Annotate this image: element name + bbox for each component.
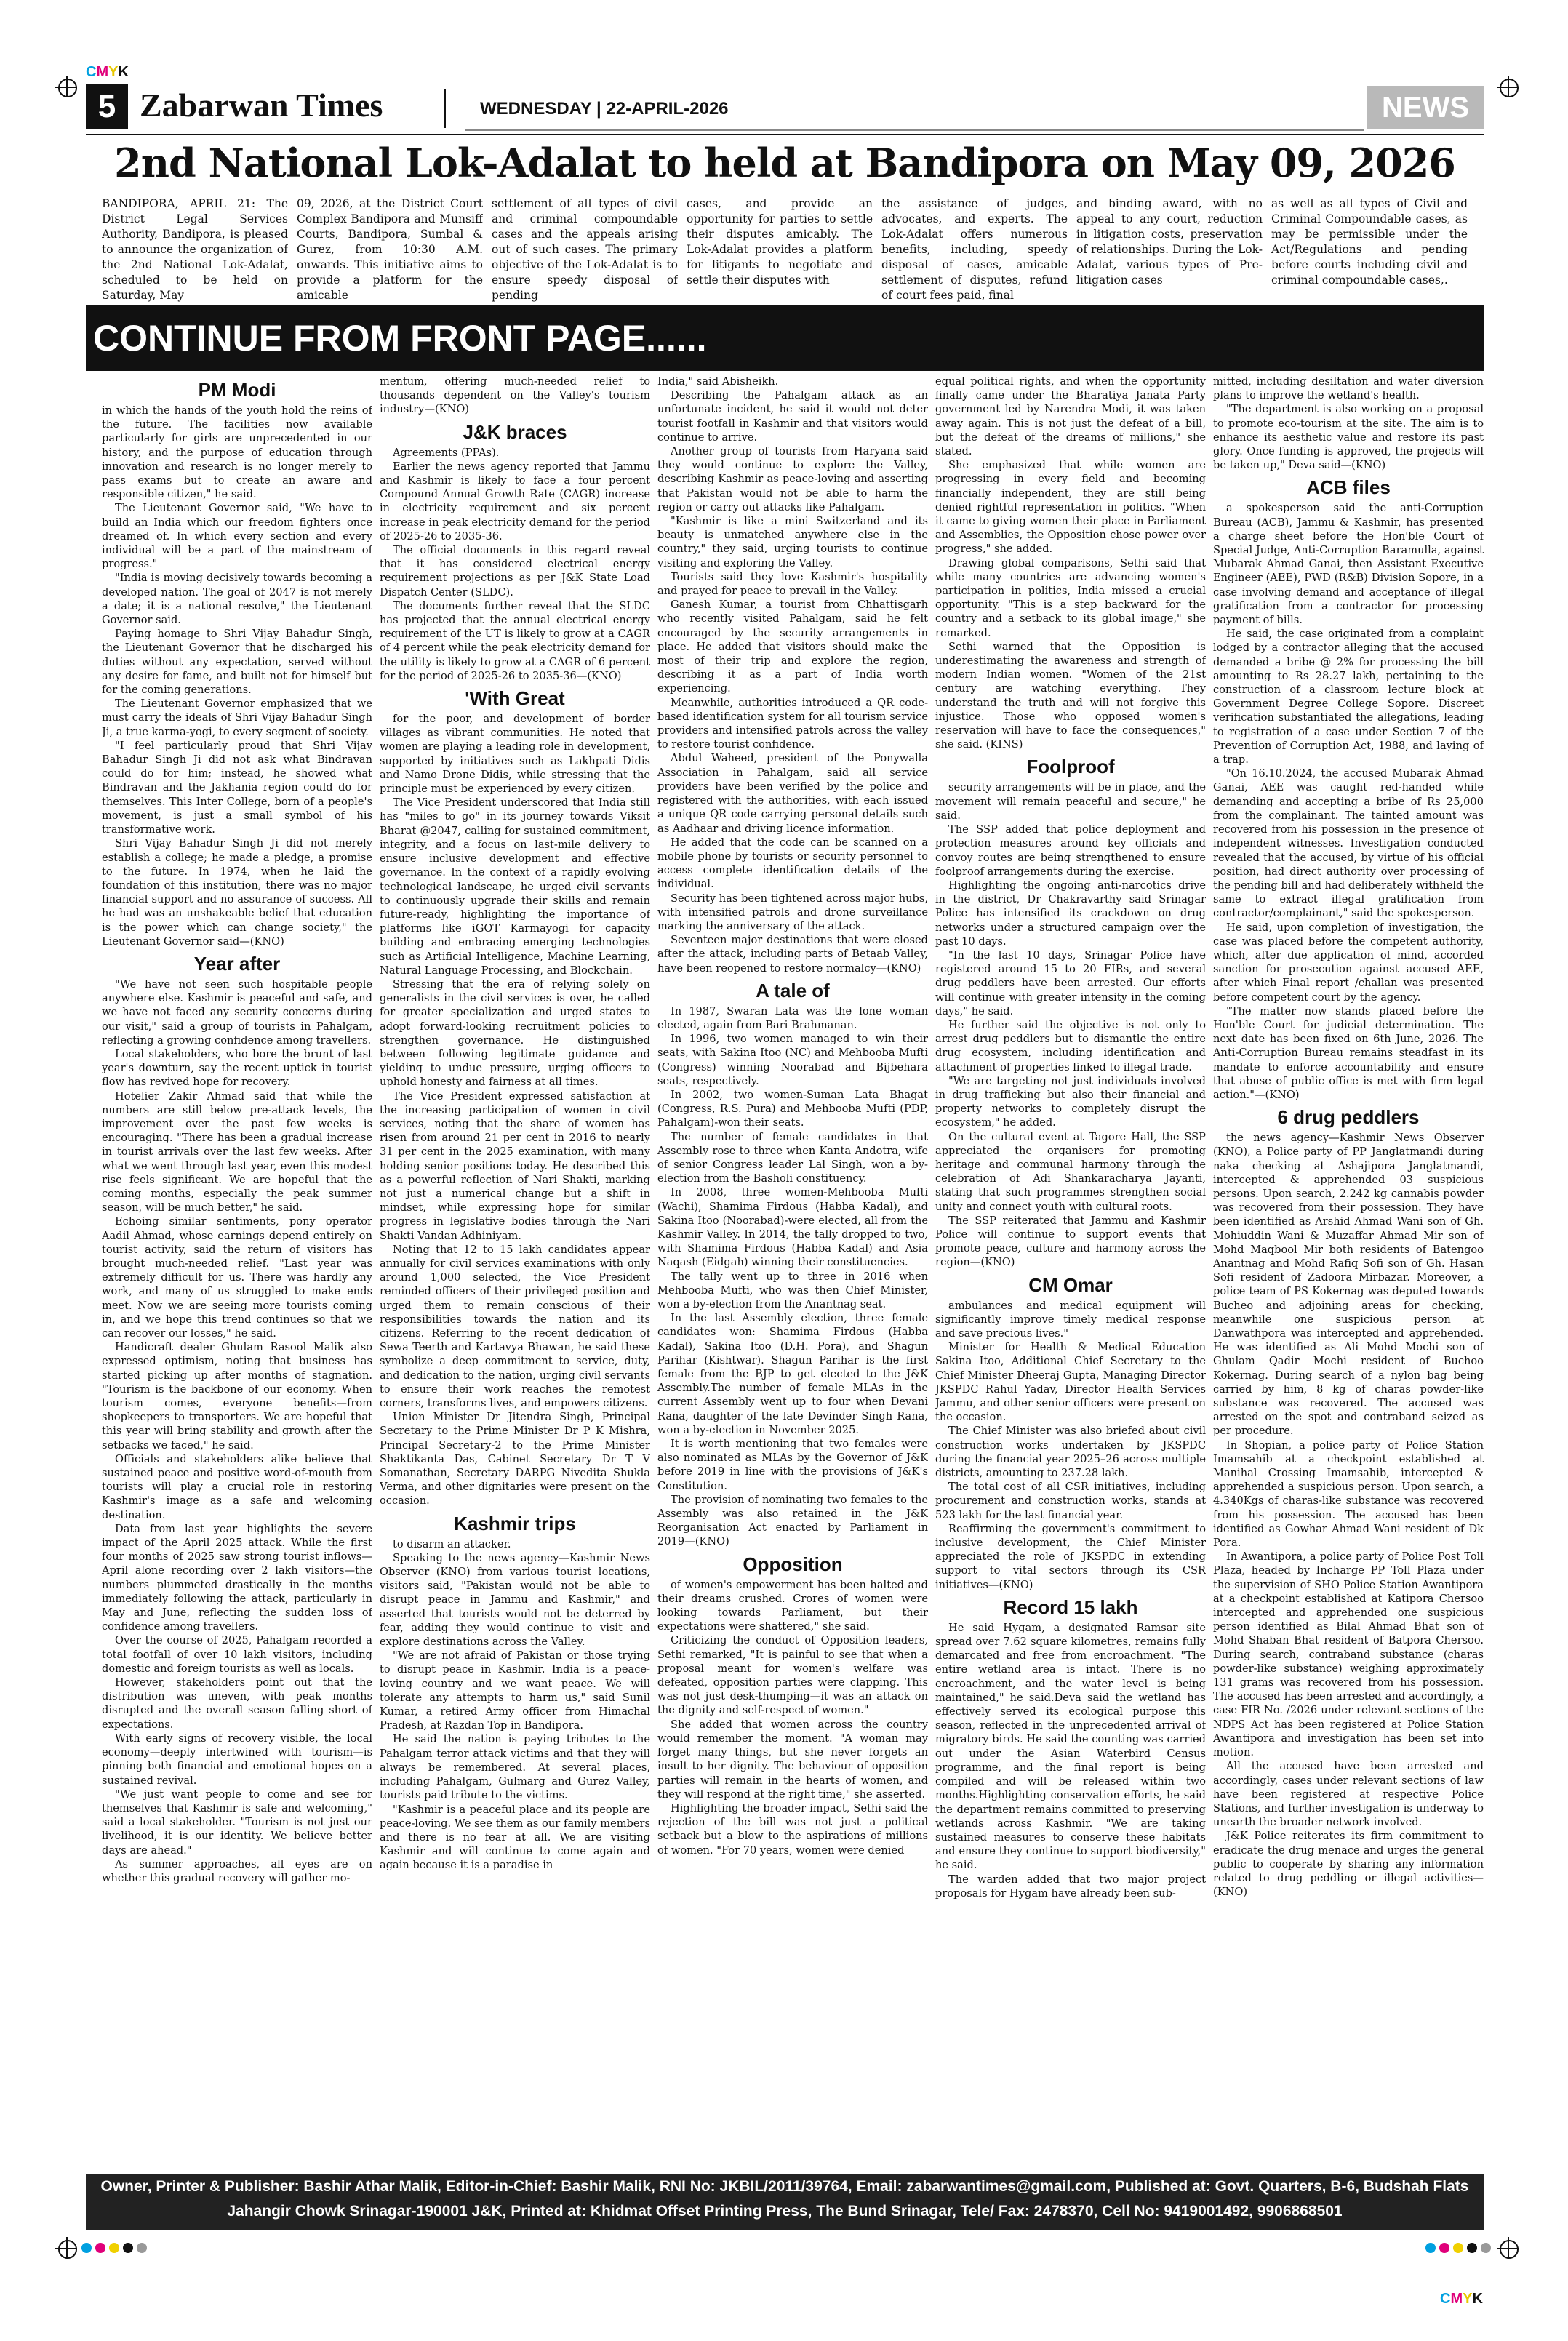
continue-banner: CONTINUE FROM FRONT PAGE...... [86, 305, 1484, 371]
lead-column: settlement of all types of civil and criminal compoundable cases and the appeals arising out of such cases. The primary objective of the Lok-Adalat is to ensure speedy disposal of pending [492, 197, 678, 302]
article-paragraph: All the accused have been arrested and accordingly, cases under relevant sections of law have been registered at respective Police Stations, and further investigation is underway to unearth the broader network involved. [1213, 1760, 1484, 1829]
color-bar-right [1425, 2243, 1491, 2253]
article-paragraph: Noting that 12 to 15 lakh candidates appear annually for civil services examinations with only around 1,000 selected, the Vice President reminded officers of their privileged position and urged them to remain conscious of their responsibilities towards the nation and its citizens. Referring to the recent dedication of Sewa Teerth and Kartavya Bhawan, he said these symbolize a deep commitment to service, duty, and dedication to the nation, urging civil servants to ensure their work reaches the remotest corners, transforms lives, and empowers citizens. [380, 1243, 650, 1410]
article-paragraph: "The matter now stands placed before the Hon'ble Court for judicial determination. The next date has been fixed on 6th June, 2026. The Anti-Corruption Bureau remains steadfast in its mandate to enforce accountability and ensure that abuse of public office is met with firm legal action."—(KNO) [1213, 1004, 1484, 1101]
lead-column: the assistance of judges, advocates, and experts. The Lok-Adalat offers numerous benefits, including, speedy disposal of cases, amicable settlement of disputes, refund of court fees paid, final [881, 197, 1068, 302]
color-dot [1425, 2243, 1436, 2253]
lead-column: BANDIPORA, APRIL 21: The District Legal Services Authority, Bandipora, is pleased to announce the organization of the 2nd National Lok-Adalat, scheduled to be held on Saturday, May [102, 197, 288, 302]
article-paragraph: The warden added that two major project proposals for Hygam have already been sub- [935, 1873, 1206, 1900]
body-column [1213, 375, 1484, 2134]
article-paragraph: Data from last year highlights the severe impact of the April 2025 attack. While the first four months of 2025 saw strong tourist inflows—April alone recording over 2 lakh visitors—the numbers plummeted drastically in the months immediately following the attack, particularly in May and June, reflecting the sudden loss of confidence among travellers. [102, 1522, 372, 1633]
article-paragraph: of women's empowerment has been halted and their dreams crushed. Crores of women were looking towards Parliament, but their expectations were shattered," she said. [657, 1578, 928, 1633]
color-dot [1467, 2243, 1477, 2253]
color-dot [81, 2243, 92, 2253]
article-heading: A tale of [756, 979, 830, 1001]
article-paragraph: Shri Vijay Bahadur Singh Ji did not merely establish a college; he made a pledge, a promise to the future. In 1974, when he laid the foundation of this institution, there was no major financial support and no assurance of success. All he had was an unshakeable belief that education is the power which can change society," the Lieutenant Governor said—(KNO) [102, 837, 372, 948]
article-heading: Record 15 lakh [1003, 1596, 1138, 1618]
article-paragraph: Sethi warned that the Opposition is underestimating the awareness and strength of modern Indian women. "Women of the 21st century are watching everything. They understand the truth and will not forgive this injustice. Those who opposed women's reservation will have to face the consequences," she said. (KINS) [935, 640, 1206, 751]
article-paragraph: In Shopian, a police party of Police Station Imamsahib at a checkpoint established at Manihal Crossing Imamsahib, intercepted & apprehended a suspicious person. Upon search, a 4.340Kgs of charas-like substance was recovered from his possession. The accused has been identified as Gowhar Ahmad Wani resident of Dk Pora. [1213, 1438, 1484, 1550]
cmyk-y: Y [108, 64, 119, 80]
imprint-line-1: Owner, Printer & Publisher: Bashir Athar Malik, Editor-in-Chief: Bashir Malik, RNI No: JKBIL/2011/39764, Email: zabarwantimes@gmail.com, Published at: Govt. Quarters, B-6, Budshah Flats [100, 2178, 1469, 2195]
article-paragraph: "We are not afraid of Pakistan or those trying to disrupt peace in Kashmir. India is a peace-loving country and we want peace. We will tolerate any attempts to harm us," said Sunil Kumar, a retired Army officer from Himachal Pradesh, at Razdan Top in Bandipora. [380, 1649, 650, 1732]
article-paragraph: In the last Assembly election, three female candidates won: Shamima Firdous (Habba Kadal), Sakina Itoo (D.H. Pora), and Shagun Parihar (Kishtwar). Shagun Parihar is the first female from the BJP to get elected to the J&K Assembly.The number of female MLAs in the current Assembly went up to four when Devani Rana, daughter of the late Devinder Singh Rana, won a by-election in November 2025. [657, 1312, 928, 1436]
article-heading: Kashmir trips [454, 1512, 576, 1534]
article-paragraph: Union Minister Dr Jitendra Singh, Principal Secretary to the Prime Minister Dr P K Mishra, Principal Secretary-2 to the Prime Minister Shaktikanta Das, Cabinet Secretary Dr T V Somanathan, Secretary DARPG Nivedita Shukla Verma, and other dignitaries were present on the occasion. [380, 1411, 650, 1508]
article-paragraph: security arrangements will be in place, and the movement will remain peaceful and secure," he said. [935, 781, 1206, 822]
article-paragraph: He said Hygam, a designated Ramsar site spread over 7.62 square kilometres, remains fully demarcated and free from encroachment. "The entire wetland area is intact. There is no encroachment, and the water level is being maintained," he said.Deva said the wetland has effectively served its ecological purpose this season, reflected in the unprecedented arrival of migratory birds. He said the counting was carried out under the Asian Waterbird Census programme, and the final report is being compiled and will be released within two months.Highlighting conservation efforts, he said the department remains committed to preserving wetlands across Kashmir. "We are taking sustained measures to conserve these habitats and ensure they continue to support biodiversity," he said. [935, 1621, 1206, 1872]
masthead: Zabarwan Times [140, 87, 383, 124]
page-number: 5 [86, 84, 128, 129]
article-paragraph: Security has been tightened across major hubs, with intensified patrols and drone surveillance marking the anniversary of the attack. [657, 892, 928, 932]
lead-headline: 2nd National Lok-Adalat to held at Bandipora on May 09, 2026 [114, 140, 1455, 186]
article-paragraph: ambulances and medical equipment will significantly improve timely medical response and save precious lives." [935, 1299, 1206, 1340]
article-paragraph: Agreements (PPAs). [393, 446, 500, 459]
article-paragraph: In 2008, three women-Mehbooba Mufti (Wachi), Shamima Firdous (Habba Kadal), and Sakina Itoo (Noorabad)-were elected, all from the Kashmir Valley. In 2014, the tally dropped to two, with Shamima Firdous (Habba Kadal) and Asia Naqash (Eidgah) winning their constituencies. [657, 1186, 928, 1269]
article-paragraph: Local stakeholders, who bore the brunt of last year's downturn, say the recent uptick in tourist flow has revived hope for recovery. [102, 1047, 372, 1089]
article-paragraph: Criticizing the conduct of Opposition leaders, Sethi remarked, "It is painful to see that when a proposal meant for women's welfare was defeated, opposition parties were clapping. This was not just desk-thumping—it was an attack on the dignity and self-respect of women." [657, 1634, 928, 1717]
article-paragraph: India," said Abisheikh. [657, 375, 779, 388]
lead-column: cases, and provide an opportunity for parties to settle their disputes amicably. The Lok-Adalat provides a platform for litigants to negotiate and settle their disputes with [687, 197, 873, 287]
article-paragraph: The tally went up to three in 2016 when Mehbooba Mufti, who was then Chief Minister, won a by-election from the Anantnag seat. [657, 1270, 928, 1310]
color-dot [123, 2243, 133, 2253]
article-paragraph: Highlighting the broader impact, Sethi said the rejection of the bill was not just a political setback but a blow to the aspirations of millions of women. "For 70 years, women were denied [657, 1801, 928, 1857]
article-paragraph: in which the hands of the youth hold the reins of the future. The facilities now available particularly for girls are unprecedented in our history, and the purpose of education through innovation and research is no longer merely to pass exams but to create an aware and responsible citizen," he said. [102, 404, 372, 501]
article-paragraph: Highlighting the ongoing anti-narcotics drive in the district, Dr Chakravarthy said Srinagar Police has intensified its crackdown on drug networks under a structured campaign over the past 10 days. [935, 879, 1206, 948]
article-paragraph: Reaffirming the government's commitment to inclusive development, the Chief Minister appreciated the role of JKSPDC in extending support to vital sectors through its CSR initiatives—(KNO) [935, 1522, 1206, 1591]
cmyk-mark-bottom [1440, 2291, 1483, 2308]
article-paragraph: "We are targeting not just individuals involved in drug trafficking but also their financial and property networks to completely disrupt the ecosystem," he added. [935, 1074, 1206, 1129]
article-paragraph: In 1987, Swaran Lata was the lone woman elected, again from Bari Brahmanan. [657, 1004, 928, 1031]
article-heading: ACB files [1306, 476, 1391, 499]
article-paragraph: He further said the objective is not only to arrest drug peddlers but to dismantle the entire drug ecosystem, including identification and attachment of properties linked to illegal trade. [935, 1018, 1206, 1073]
article-paragraph: In Awantipora, a police party of Police Post Toll Plaza, headed by Incharge PP Toll Plaza under the supervision of SHO Police Station Awantipora at a checkpoint established at Katipora Chersoo intercepted and apprehended one suspicious person identified as Bilal Ahmad Bhat son of Mohd Shaban Bhat resident of Batpora Chersoo. During search, contraband substance (charas powder-like substance) weighing approximately 131 grams was recovered from his possession. The accused has been arrested and accordingly, a case FIR No. /2026 under relevant sections of the NDPS Act has been registered at Police Station Awantipora and investigation has been set into motion. [1213, 1550, 1484, 1759]
article-paragraph: Minister for Health & Medical Education Sakina Itoo, Additional Chief Secretary to the Chief Minister Dheeraj Gupta, Managing Director JKSPDC Rahul Yadav, Director Health Services Jammu, and other senior officers were present on the occasion. [935, 1341, 1206, 1424]
article-paragraph: "Kashmir is a peaceful place and its people are peace-loving. We see them as our family members and there is no fear at all. We are visiting Kashmir and will continue to come again and again because it is a paradise in [380, 1803, 650, 1872]
article-paragraph: The SSP reiterated that Jammu and Kashmir Police will continue to support events that promote peace, culture and harmony across the region—(KNO) [935, 1214, 1206, 1269]
color-dot [109, 2243, 119, 2253]
cmyk-c: C [1440, 2291, 1451, 2307]
registration-mark-bottom-left [58, 2240, 77, 2259]
header-rule [465, 129, 1364, 131]
article-paragraph: The SSP added that police deployment and protection measures around key officials and convoy routes are being strengthened to ensure foolproof arrangements during the exercise. [935, 823, 1206, 878]
article-paragraph: As summer approaches, all eyes are on whether this gradual recovery will gather mo- [102, 1857, 372, 1884]
article-paragraph: Tourists said they love Kashmir's hospitality and prayed for peace to prevail in the Valley. [657, 570, 928, 598]
article-paragraph: Officials and stakeholders alike believe that sustained peace and positive word-of-mouth from tourists will play a crucial role in restoring Kashmir's image as a safe and welcoming destination. [102, 1452, 372, 1521]
article-paragraph: The Chief Minister was also briefed about civil construction works undertaken by JKSPDC during the financial year 2025–26 across multiple districts, amounting to 237.28 lakh. [935, 1425, 1206, 1480]
article-paragraph: Hotelier Zakir Ahmad said that while the numbers are still below pre-attack levels, the improvement over the past few weeks is encouraging. "There has been a gradual increase in tourist arrivals over the last few weeks. After what we went through last year, even this modest rise feels significant. We are hopeful that the coming months, especially the peak summer season, will be much better," he said. [102, 1089, 372, 1214]
masthead-divider [444, 89, 446, 128]
article-heading: 6 drug peddlers [1277, 1106, 1420, 1129]
color-dot [1453, 2243, 1463, 2253]
body-column [102, 375, 372, 2134]
color-dot [1439, 2243, 1449, 2253]
section-tag: NEWS [1367, 86, 1484, 129]
article-paragraph: Paying homage to Shri Vijay Bahadur Singh, the Lieutenant Governor that he discharged his duties without any expectation, served without any desire for fame, and built not for himself but for the coming generations. [102, 628, 372, 697]
article-paragraph: The provision of nominating two females to the Assembly was also retained in the J&K Reorganisation Act enacted by Parliament in 2019—(KNO) [657, 1493, 928, 1548]
article-paragraph: Stressing that the era of relying solely on generalists in the civil services is over, he called for greater specialization and urged states to adopt forward-looking recruitment policies to strengthen governance. He distinguished between following legitimate guidance and yielding to undue pressure, urging officers to uphold honesty and fairness at all times. [380, 977, 650, 1089]
color-bar-left [81, 2243, 147, 2253]
article-heading: 'With Great [465, 687, 565, 710]
article-paragraph: equal political rights, and when the opportunity finally came under the Bharatiya Janata Party government led by Narendra Modi, it was taken away again. This is not just the defeat of a bill, but the defeat of the dreams of millions," she stated. [935, 375, 1206, 458]
article-paragraph: Drawing global comparisons, Sethi said that while many countries are advancing women's participation in politics, India missed a crucial opportunity. "This is a step backward for the country and a setback to its global image," she remarked. [935, 556, 1206, 639]
article-paragraph: Over the course of 2025, Pahalgam recorded a total footfall of over 10 lakh visitors, including domestic and foreign tourists as well as locals. [102, 1634, 372, 1675]
imprint-line-2: Jahangir Chowk Srinagar-190001 J&K, Printed at: Khidmat Offset Printing Press, The Bund Srinagar, Tele/ Fax: 2478370, Cell No: 9419001492, 9906868501 [227, 2203, 1343, 2220]
article-paragraph: On the cultural event at Tagore Hall, the SSP appreciated the organisers for promoting heritage and communal harmony through the celebration of Adi Shankaracharya Jayanti, stating that such programmes strengthen social unity and connect youth with cultural roots. [935, 1130, 1206, 1213]
article-paragraph: "I feel particularly proud that Shri Vijay Bahadur Singh Ji did not ask what Bindravan could do for him; instead, he showed what Bindravan and the Jakhania region could do for themselves. This Inter College, born of a people's movement, is just a small symbol of his transformative work. [102, 739, 372, 836]
article-paragraph: The total cost of all CSR initiatives, including procurement and construction works, stands at 523 lakh for the last financial year. [935, 1481, 1206, 1521]
lead-column: 09, 2026, at the District Court Complex Bandipora and Munsiff Courts, Bandipora, Sumbal & Gurez, from 10:30 A.M. onwards. This initiative aims to provide a platform for the amicable [297, 197, 483, 302]
body-column [657, 375, 928, 2134]
header-bottom-rule [86, 134, 1484, 135]
date-day: WEDNESDAY [480, 99, 592, 119]
registration-mark-top-left [58, 79, 77, 97]
date-separator: | [596, 99, 607, 119]
article-paragraph: He said, upon completion of investigation, the case was placed before the competent authority, which, after due application of mind, accorded sanction for prosecution against accused AEE, after which Final report /challan was presented before competent court by the agency. [1213, 921, 1484, 1004]
article-heading: Opposition [743, 1553, 843, 1575]
body-column [935, 375, 1206, 2134]
body-column [380, 375, 650, 2134]
article-paragraph: a spokesperson said the anti-Corruption Bureau (ACB), Jammu & Kashmir, has presented a charge sheet before the Hon'ble Court of Special Judge, Anti-Corruption Baramulla, against Mubarak Ahmad Ganai, then Assistant Executive Engineer (AEE), PWD (R&B) Division Sopore, in a case involving demand and acceptance of illegal gratification from a contractor for processing payment of bills. [1213, 502, 1484, 627]
article-paragraph: mitted, including desiltation and water diversion plans to improve the wetland's health. [1213, 375, 1484, 402]
article-paragraph: It is worth mentioning that two females were also nominated as MLAs by the Governor of J&K before 2019 in line with the provisions of J&K's Constitution. [657, 1438, 928, 1492]
article-paragraph: the news agency—Kashmir News Observer (KNO), a Police party of PP Janglatmandi during naka checking at Ashajipora Janglatmandi, intercepted & apprehended 03 suspicious persons. Upon search, 2.242 kg cannabis powder was recovered from their possession. They have been identified as Arshid Ahmad Wani son of Gh. Mohiuddin Wani & Muzaffar Ahmad Mir son of Mohd Maqbool Mir both residents of Batengoo Anantnag and Mohd Rafiq Sofi son of Gh. Hasan Sofi resident of Zadoora Mirbazar. Moreover, a police team of PS Kokernag was deputed towards Bucheo and adjoining areas for checking, meanwhile one suspicious person at Danwathpora was intercepted and apprehended. He was identified as Ali Mohd Mochi son of Ghulam Qadir Mochi resident of Buchoo Kokernag. During search of a nylon bag being carried by him, 8 kg of charas powder-like substance was recovered. The accused was arrested on the spot and contraband seized as per procedure. [1213, 1132, 1484, 1438]
article-paragraph: Meanwhile, authorities introduced a QR code-based identification system for all tourism service providers and intensified patrols across the valley to restore tourist confidence. [657, 696, 928, 751]
cmyk-k: K [1472, 2291, 1483, 2307]
article-heading: PM Modi [198, 379, 276, 401]
article-paragraph: She emphasized that while women are progressing in every field and becoming financially independent, they are still being denied rightful representation in politics. "When it came to giving women their place in Parliament and Assemblies, the Opposition chose power over progress," she added. [935, 459, 1206, 556]
imprint-footer [86, 2174, 1484, 2230]
article-paragraph: In 1996, two women managed to win their seats, with Sakina Itoo (NC) and Mehbooba Mufti (Congress) winning Noorabad and Bijbehara seats, respectively. [657, 1033, 928, 1087]
article-paragraph: Speaking to the news agency—Kashmir News Observer (KNO) from various tourist locations, visitors said, "Pakistan would not be able to disrupt peace in Jammu and Kashmir," and asserted that tourists would not be deterred by fear, adding they would continue to visit and explore destinations across the Valley. [380, 1551, 650, 1649]
date-value: 22-APRIL-2026 [606, 99, 729, 119]
article-paragraph: The official documents in this regard reveal that it has considered electrical energy requirement projections as per J&K State Load Dispatch Center (SLDC). [380, 544, 650, 599]
article-heading: Year after [193, 952, 281, 975]
article-paragraph: "India is moving decisively towards becoming a developed nation. The goal of 2047 is not merely a date; it is a national resolve," the Lieutenant Governor said. [102, 572, 372, 627]
article-paragraph: The number of female candidates in that Assembly rose to three when Kanta Andotra, wife of senior Congress leader Lal Singh, won a by-election from the Basholi constituency. [657, 1130, 928, 1185]
cmyk-c: C [86, 64, 97, 80]
article-paragraph: Earlier the news agency reported that Jammu and Kashmir is likely to face a four percent Compound Annual Growth Rate (CAGR) increase in electricity requirement and six percent increase in peak electricity demand for the period of 2025-26 to 2035-36. [380, 460, 650, 543]
article-paragraph: The Vice President expressed satisfaction at the increasing participation of women in civil services, noting that the share of women has risen from around 21 per cent in 2016 to nearly 31 per cent in the 2025 examination, with many holding senior positions today. He described this as a powerful reflection of Nari Shakti, marking not just a numerical change but a shift in mindset, while expressing hope for similar progress in legislative bodies through the Nari Shakti Vandan Adhiniyam. [380, 1089, 650, 1242]
cmyk-m: M [1450, 2291, 1463, 2307]
article-paragraph: Another group of tourists from Haryana said they would continue to explore the Valley, describing Kashmir as peace-loving and asserting that Pakistan would not be able to harm the region or carry out attacks like Pahalgam. [657, 445, 928, 513]
article-paragraph: "Kashmir is like a mini Switzerland and its beauty is unmatched anywhere else in the country," they said, urging tourists to continue visiting and exploring the Valley. [657, 515, 928, 569]
article-paragraph: "In the last 10 days, Srinagar Police have registered around 15 to 20 FIRs, and several drug peddlers have been arrested. Our efforts will continue with greater intensity in the coming days," he said. [935, 948, 1206, 1017]
registration-mark-top-right [1500, 79, 1519, 97]
article-heading: J&K braces [463, 420, 567, 443]
article-paragraph: Seventeen major destinations that were closed after the attack, including parts of Betaab Valley, have been reopened to restore normalcy—(KNO) [657, 934, 928, 975]
article-paragraph: He said the nation is paying tributes to the Pahalgam terror attack victims and that they will always be remembered. At several places, including Pahalgam, Gulmarg and Gurez Valley, tourists paid tribute to the victims. [380, 1733, 650, 1802]
article-paragraph: to disarm an attacker. [393, 1537, 511, 1550]
article-paragraph: Echoing similar sentiments, pony operator Aadil Ahmad, whose earnings depend entirely on tourist activity, said the return of visitors has brought much-needed relief. "Last year was extremely difficult for us. There was hardly any work, and many of us struggled to make ends meet. Now we are seeing more tourists coming in, and we hope this trend continues so that we can recover our losses," he said. [102, 1215, 372, 1340]
cmyk-y: Y [1463, 2291, 1473, 2307]
article-heading: CM Omar [1028, 1273, 1113, 1296]
article-paragraph: The Lieutenant Governor said, "We have to build an India which our freedom fighters once dreamed of. In which every section and every individual will be a part of the mainstream of progress." [102, 502, 372, 571]
color-dot [137, 2243, 147, 2253]
article-paragraph: With early signs of recovery visible, the local economy—deeply intertwined with tourism—is pinning both financial and emotional hopes on a sustained revival. [102, 1732, 372, 1787]
article-paragraph: Abdul Waheed, president of the Ponywalla Association in Pahalgam, said all service providers have been verified by the police and registered with the authorities, with each issued a unique QR code carrying personal details such as Aadhaar and driving licence information. [657, 752, 928, 835]
article-paragraph: The documents further reveal that the SLDC has projected that the annual electrical energy requirement of the UT is likely to grow at a CAGR of 4 percent while the peak electricity demand for the utility is likely to grow at a CAGR of 6 percent for the period of 2025-26 to 2035-36—(KNO) [380, 599, 650, 682]
article-paragraph: Handicraft dealer Ghulam Rasool Malik also expressed optimism, noting that business has started picking up after months of stagnation. "Tourism is the backbone of our economy. When tourism comes, everyone benefits—from shopkeepers to transporters. We are hopeful that this year will bring stability and growth after the setbacks we faced," he said. [102, 1341, 372, 1452]
article-paragraph: J&K Police reiterates its firm commitment to eradicate the drug menace and urges the general public to cooperate by sharing any information related to drug peddling or illegal activities—(KNO) [1213, 1830, 1484, 1899]
dateline [480, 99, 729, 119]
registration-mark-bottom-right [1500, 2240, 1519, 2259]
article-paragraph: However, stakeholders point out that the distribution was uneven, with peak months disrupted and the overall season falling short of expectations. [102, 1676, 372, 1731]
article-paragraph: for the poor, and development of border villages as vibrant communities. He noted that women are playing a leading role in development, supported by initiatives such as Lakhpati Didis and Namo Drone Didis, while stressing that the principle must be experienced by every citizen. [380, 713, 650, 796]
article-paragraph: mentum, offering much-needed relief to thousands dependent on the Valley's tourism industry—(KNO) [380, 375, 650, 416]
article-paragraph: "We have not seen such hospitable people anywhere else. Kashmir is peaceful and safe, and we have not faced any security concerns during our visit," said a group of tourists in Pahalgam, reflecting a growing confidence among travellers. [102, 977, 372, 1047]
article-heading: Foolproof [1026, 756, 1115, 778]
article-paragraph: She added that women across the country would remember the moment. "A woman may forget many things, but she never forgets an insult to her dignity. The behaviour of opposition parties will remain in the hearts of women, and they will respond at the right time," she asserted. [657, 1718, 928, 1801]
article-paragraph: In 2002, two women-Suman Lata Bhagat (Congress, R.S. Pura) and Mehbooba Mufti (PDP, Pahalgam)-won their seats. [657, 1088, 928, 1129]
article-paragraph: The Lieutenant Governor emphasized that we must carry the ideals of Shri Vijay Bahadur Singh Ji, a true karma-yogi, to every segment of society. [102, 697, 372, 738]
cmyk-k: K [118, 64, 129, 80]
article-paragraph: He added that the code can be scanned on a mobile phone by tourists or security personnel to access complete identification details of the individual. [657, 836, 928, 891]
lead-column: as well as all types of Civil and Criminal Compoundable cases, as may be permissible under the Act/Regulations and pending before courts including civil and criminal compoundable cases,. [1271, 197, 1468, 287]
article-paragraph: Ganesh Kumar, a tourist from Chhattisgarh who recently visited Pahalgam, said he felt encouraged by the security arrangements in place. He added that visitors should make the most of their trip and explore the region, describing it as a part of India worth experiencing. [657, 599, 928, 695]
cmyk-m: M [96, 64, 109, 80]
lead-column: and binding award, with no appeal to any court, reduction in litigation costs, preservation of relationships. During the Lok-Adalat, various types of Pre-litigation cases [1076, 197, 1263, 287]
color-dot [1481, 2243, 1491, 2253]
article-paragraph: He said, the case originated from a complaint lodged by a contractor alleging that the accused demanded a bribe @ 2% for processing the bill amounting to Rs 28.27 lakh, pertaining to the construction of a classroom lecture block at Government Degree College Sopore. Discreet verification substantiated the allegations, leading to registration of a case under Section 7 of the Prevention of Corruption Act, 1988, and laying of a trap. [1213, 628, 1484, 767]
article-paragraph: "The department is also working on a proposal to promote eco-tourism at the site. The aim is to enhance its aesthetic value and restore its past glory. Once funding is approved, the projects will be taken up," Deva said—(KNO) [1213, 403, 1484, 472]
article-paragraph: "On 16.10.2024, the accused Mubarak Ahmad Ganai, AEE was caught red-handed while demanding and accepting a bribe of Rs 25,000 from the complainant. The tainted amount was recovered from his possession in the presence of independent witnesses. Investigation conducted revealed that the accused, by virtue of his official position, had direct authority over processing of the pending bill and had deliberately withheld the same to extract illegal gratification from contractor/complainant," said the spokesperson. [1213, 767, 1484, 920]
article-paragraph: Describing the Pahalgam attack as an unfortunate incident, he said it would not deter tourist footfall in Kashmir and that visitors would continue to arrive. [657, 389, 928, 444]
color-dot [95, 2243, 105, 2253]
cmyk-mark-top [86, 64, 129, 81]
article-paragraph: The Vice President underscored that India still has "miles to go" in its journey towards Viksit Bharat @2047, calling for sustained commitment, integrity, and a focus on last-mile delivery to ensure inclusive development and effective governance. In the context of a rapidly evolving technological landscape, he urged civil servants to continuously upgrade their skills and remain future-ready, highlighting the importance of platforms like iGOT Karmayogi for capacity building and embracing emerging technologies such as Artificial Intelligence, Machine Learning, Natural Language Processing, and Blockchain. [380, 796, 650, 977]
article-paragraph: "We just want people to come and see for themselves that Kashmir is safe and welcoming," said a local stakeholder. "Tourism is not just our livelihood, it is our identity. We believe better days are ahead." [102, 1788, 372, 1857]
